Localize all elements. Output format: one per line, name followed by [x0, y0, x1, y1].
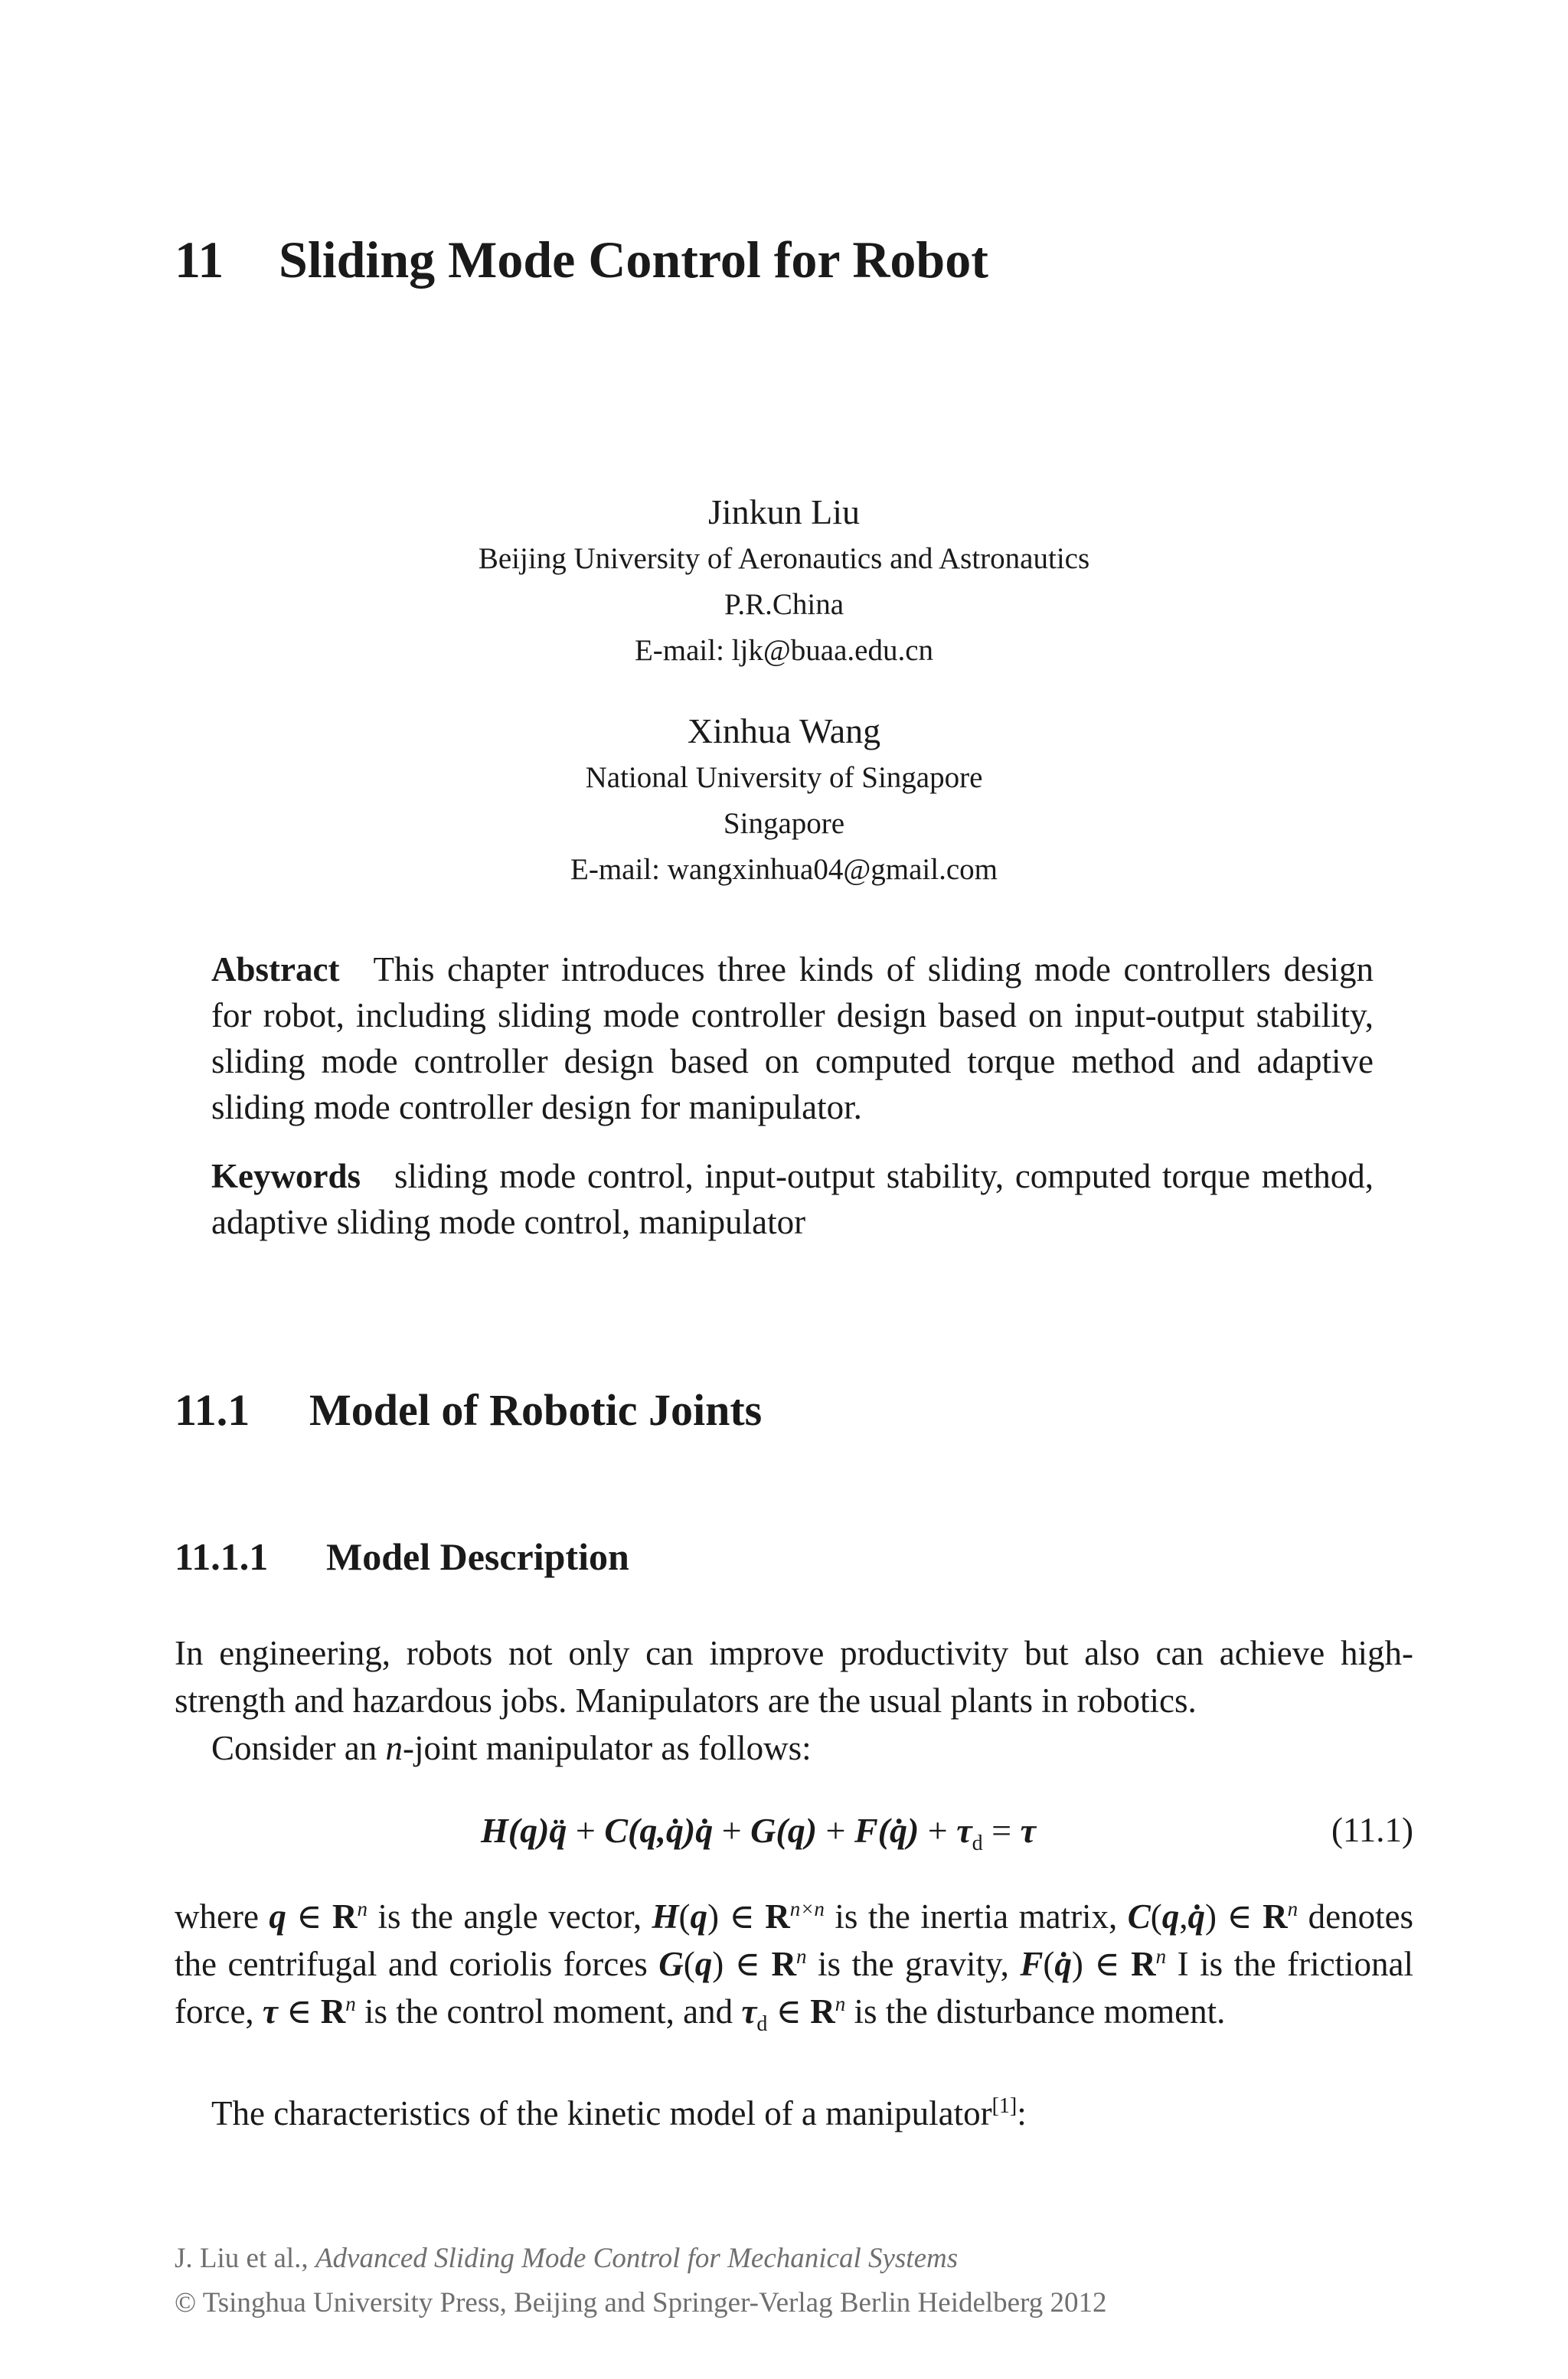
chapter-title: [175, 230, 988, 290]
footer-citation: J. Liu et al., Advanced Sliding Mode Control for Mechanical Systems: [175, 2243, 959, 2274]
author-name: Xinhua Wang: [687, 711, 881, 750]
author-affiliation: Beijing University of Aeronautics and Astronautics: [478, 542, 1090, 575]
subsection-title-text: Model Description: [326, 1535, 629, 1578]
author-name: Jinkun Liu: [707, 492, 861, 531]
section-number: 11.1: [175, 1385, 250, 1435]
section-heading: [175, 1384, 762, 1436]
equation: H(q)q̈ + C(q,q̇)q̇ + G(q) + F(q̇) + $\tau_d = \tau$: [481, 1811, 1037, 1856]
footer-copyright: © Tsinghua University Press, Beijing and Springer-Verlag Berlin Heidelberg 2012: [175, 2287, 1107, 2319]
author-email: E-mail: wangxinhua04@gmail.com: [570, 853, 998, 886]
abstract: [211, 946, 1374, 1130]
abstract-label: Abstract: [211, 950, 340, 989]
body-paragraph: where q ∈ $R^n$ is the angle vector, H(q) ∈ $R^{n\times n}$ is the inertia matrix, C(q,q̇) ∈ $R^n$ denotes the centrifugal and coriolis forces G(q) ∈ $R^n$ is the gravity, F(q̇) ∈ $R^n$ I is the frictional force, τ ∈ $R^n$ is the control moment, and $\tau_d$ ∈ $R^n$ is the disturbance moment.: [175, 1897, 1414, 2036]
author-country: P.R.China: [724, 588, 844, 621]
keywords-text: sliding mode control, input-output stability, computed torque method, adaptive sliding mode control, manipulator: [211, 1157, 1374, 1241]
author-block: [0, 489, 1568, 893]
chapter-title-text: Sliding Mode Control for Robot: [279, 230, 988, 289]
author-affiliation: National University of Singapore: [585, 761, 983, 794]
subsection-heading: [175, 1534, 629, 1579]
author-email: E-mail: ljk@buaa.edu.cn: [634, 634, 934, 667]
keywords-label: Keywords: [211, 1157, 361, 1195]
body-paragraph: The characteristics of the kinetic model of a manipulator[1]:: [211, 2094, 1027, 2132]
abstract-text: This chapter introduces three kinds of sliding mode controllers design for robot, including sliding mode controller design based on input-output stability, sliding mode controller design based on computed torque method and adaptive sliding mode controller design for manipulator.: [211, 950, 1374, 1126]
citation-ref[interactable]: [1]: [991, 2094, 1018, 2118]
author-country: Singapore: [723, 807, 845, 840]
body-paragraph: In engineering, robots not only can improve productivity but also can achieve high-strength and hazardous jobs. Manipulators are the usual plants in robotics.: [175, 1634, 1413, 1720]
body-paragraph: Consider an n-joint manipulator as follows:: [211, 1729, 812, 1767]
section-title-text: Model of Robotic Joints: [309, 1385, 763, 1435]
equation-number: (11.1): [1331, 1811, 1413, 1849]
subsection-number: 11.1.1: [175, 1535, 269, 1578]
keywords: [211, 1153, 1374, 1245]
chapter-number: 11: [175, 230, 224, 289]
